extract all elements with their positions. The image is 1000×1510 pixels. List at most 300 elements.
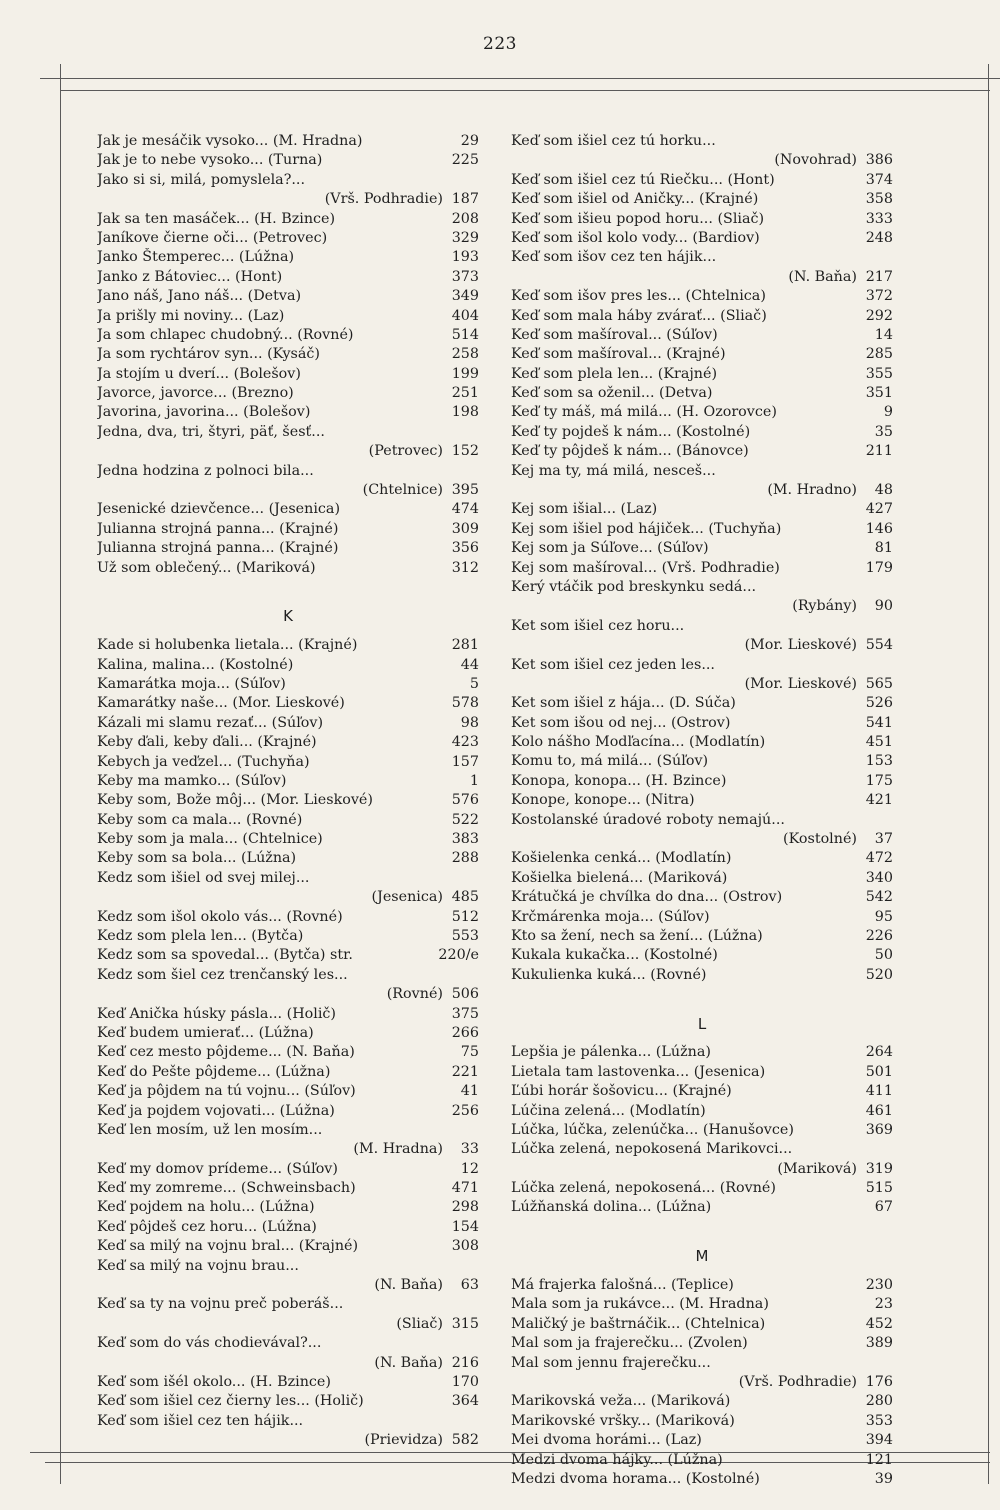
entry-title: Keď sa ty na vojnu preč poberáš... — [97, 1296, 344, 1313]
entry-page-number: 211 — [865, 443, 893, 460]
entry-page-number: 14 — [874, 326, 893, 343]
section-spacer — [511, 985, 893, 1004]
entry-title: Keď ja pôjdem na tú vojnu... (Súľov) — [97, 1083, 356, 1100]
entry-page-number: 421 — [865, 792, 893, 809]
index-entry — [511, 733, 893, 752]
entry-title: Kerý vtáčik pod breskynku sedá... — [511, 578, 757, 595]
section-letter-heading: M — [695, 1247, 709, 1266]
entry-page-number: 225 — [451, 152, 479, 169]
entry-page-number: 23 — [874, 1296, 893, 1313]
entry-page-number: 5 — [469, 675, 479, 692]
entry-title: Keď cez mesto pôjdeme... (N. Baňa) — [97, 1044, 355, 1061]
entry-page-number: 280 — [865, 1393, 893, 1410]
entry-page-number: 353 — [865, 1412, 893, 1429]
entry-page-number: 285 — [865, 346, 893, 363]
entry-page-number: 582 — [451, 1432, 479, 1449]
entry-page-number: 395 — [451, 482, 479, 499]
index-entry — [511, 132, 893, 151]
index-entry — [511, 1043, 893, 1062]
index-entry — [511, 811, 893, 830]
entry-title: Kedz som plela len... (Bytča) — [97, 928, 304, 945]
entry-title: (Kostolné) — [783, 831, 857, 848]
entry-page-number: 220/e — [438, 947, 479, 964]
entry-page-number: 526 — [865, 695, 893, 712]
index-entry — [511, 1451, 893, 1470]
index-entry — [97, 1392, 479, 1411]
entry-title: Ja stojím u dverí... (Bolešov) — [97, 365, 301, 382]
index-entry-continuation — [511, 830, 893, 849]
entry-title: Jak je mesáčik vysoko... (M. Hradna) — [97, 132, 363, 149]
index-entry — [511, 559, 893, 578]
index-entry — [97, 1373, 479, 1392]
index-entry — [97, 1179, 479, 1198]
entry-page-number: 358 — [865, 191, 893, 208]
index-entry — [511, 772, 893, 791]
entry-page-number: 578 — [451, 695, 479, 712]
index-entry — [97, 423, 479, 442]
entry-page-number: 292 — [865, 307, 893, 324]
entry-page-number: 553 — [451, 928, 479, 945]
index-entry — [97, 559, 479, 578]
entry-title: Jedna hodzina z polnoci bila... — [97, 462, 314, 479]
entry-page-number: 340 — [865, 869, 893, 886]
index-entry — [511, 500, 893, 519]
entry-title: Keď len mosím, už len mosím... — [97, 1121, 323, 1138]
entry-page-number: 35 — [874, 423, 893, 440]
index-entry — [511, 1121, 893, 1140]
entry-title: (Mariková) — [777, 1160, 857, 1177]
entry-title: Kej som ja Súľove... (Súľov) — [511, 540, 709, 557]
index-entry-continuation — [97, 888, 479, 907]
entry-title: (Mor. Lieskové) — [744, 675, 857, 692]
entry-page-number: 48 — [874, 482, 893, 499]
entry-title: Lúžňanská dolina... (Lúžna) — [511, 1199, 712, 1216]
index-entry — [97, 830, 479, 849]
entry-title: Keď som išél okolo... (H. Bzince) — [97, 1374, 331, 1390]
entry-title: (Prievidza) — [364, 1432, 443, 1449]
index-entry-continuation — [511, 1373, 893, 1392]
index-entry — [97, 132, 479, 151]
entry-page-number: 404 — [451, 307, 479, 324]
entry-title: Keď pôjdeš cez horu... (Lúžna) — [97, 1218, 317, 1235]
entry-page-number: 230 — [865, 1277, 893, 1294]
index-entry — [97, 210, 479, 229]
entry-title: Kalina, malina... (Kostolné) — [97, 656, 294, 673]
entry-page-number: 333 — [865, 210, 893, 227]
index-entry — [97, 384, 479, 403]
index-entry — [97, 520, 479, 539]
entry-title: Ja som chlapec chudobný... (Rovné) — [97, 326, 354, 343]
index-entry — [97, 1063, 479, 1082]
entry-title: Keby ma mamko... (Súľov) — [97, 772, 287, 789]
entry-page-number: 248 — [865, 229, 893, 246]
entry-title: Kázali mi slamu rezať... (Súľov) — [97, 714, 324, 731]
entry-page-number: 375 — [451, 1005, 479, 1022]
index-entry — [97, 946, 479, 965]
entry-title: Keď sa milý na vojnu bral... (Krajné) — [97, 1238, 359, 1255]
index-column-right — [511, 132, 893, 1489]
entry-title: Janko z Bátoviec... (Hont) — [97, 268, 283, 285]
entry-title: Lepšia je pálenka... (Lúžna) — [511, 1044, 711, 1061]
entry-page-number: 372 — [865, 288, 893, 305]
entry-page-number: 208 — [451, 210, 479, 227]
entry-title: Keď som išiel cez čierny les... (Holič) — [97, 1393, 364, 1410]
index-column-left — [97, 132, 479, 1451]
index-entry — [511, 869, 893, 888]
entry-page-number: 37 — [874, 831, 893, 848]
index-entry — [511, 307, 893, 326]
index-entry-continuation — [97, 1315, 479, 1334]
entry-page-number: 576 — [451, 792, 479, 809]
index-entry — [97, 1237, 479, 1256]
entry-title: Keď Anička húsky pásla... (Holič) — [97, 1005, 337, 1022]
entry-title: Keď som mašíroval... (Súľov) — [511, 326, 718, 343]
index-entry — [511, 1470, 893, 1489]
entry-title: Keby som ca mala... (Rovné) — [97, 811, 303, 828]
entry-title: Ja som rychtárov syn... (Kysáč) — [97, 346, 320, 363]
entry-page-number: 329 — [451, 229, 479, 246]
entry-title: (Sliač) — [396, 1315, 443, 1332]
index-entry-continuation — [511, 481, 893, 500]
entry-title: Už som oblečený... (Mariková) — [97, 559, 316, 576]
entry-page-number: 472 — [865, 850, 893, 867]
entry-title: (M. Hradno) — [767, 482, 857, 499]
entry-page-number: 542 — [865, 889, 893, 906]
index-entry — [97, 1160, 479, 1179]
entry-title: (Vrš. Podhradie) — [324, 191, 443, 208]
index-entry — [511, 365, 893, 384]
index-entry — [511, 345, 893, 364]
index-entry — [97, 1043, 479, 1062]
entry-title: Keď som do vás chodievával?... — [97, 1335, 322, 1352]
entry-page-number: 512 — [451, 908, 479, 925]
index-entry — [511, 656, 893, 675]
entry-page-number: 281 — [451, 637, 479, 654]
index-entry — [97, 365, 479, 384]
entry-title: Keď my domov prídeme... (Súľov) — [97, 1160, 338, 1177]
entry-page-number: 199 — [451, 365, 479, 382]
entry-title: Keď do Pešte pôjdeme... (Lúžna) — [97, 1063, 331, 1080]
entry-title: Kamarátky naše... (Mor. Lieskové) — [97, 695, 345, 712]
index-entry — [97, 1334, 479, 1353]
entry-page-number: 386 — [865, 152, 893, 169]
index-entry-continuation — [511, 1160, 893, 1179]
entry-page-number: 298 — [451, 1199, 479, 1216]
entry-title: Kade si holubenka lietala... (Krajné) — [97, 637, 358, 654]
section-spacer — [97, 578, 479, 597]
entry-title: Keď som išol kolo vody... (Bardiov) — [511, 229, 760, 246]
entry-page-number: 565 — [865, 675, 893, 692]
entry-page-number: 374 — [865, 171, 893, 188]
entry-page-number: 349 — [451, 288, 479, 305]
entry-page-number: 50 — [874, 947, 893, 964]
index-entry — [97, 268, 479, 287]
entry-page-number: 176 — [865, 1374, 893, 1391]
index-entry — [97, 791, 479, 810]
entry-page-number: 394 — [865, 1432, 893, 1449]
entry-title: Keď ja pojdem vojovati... (Lúžna) — [97, 1102, 335, 1119]
entry-page-number: 364 — [451, 1393, 479, 1410]
index-entry — [511, 617, 893, 636]
entry-title: Javorina, javorina... (Bolešov) — [97, 404, 311, 421]
index-entry — [97, 636, 479, 655]
entry-title: Keď som mala háby zvárať... (Sliač) — [511, 307, 767, 324]
entry-page-number: 67 — [874, 1199, 893, 1216]
index-entry — [511, 1276, 893, 1295]
entry-title: Jano náš, Jano náš... (Detva) — [97, 288, 302, 305]
entry-title: Kej ma ty, má milá, nesceš... — [511, 462, 716, 479]
entry-page-number: 522 — [451, 811, 479, 828]
index-entry — [97, 1218, 479, 1237]
entry-title: Keby ďali, keby ďali... (Krajné) — [97, 734, 317, 751]
entry-title: Ket som išiel z hája... (D. Súča) — [511, 695, 736, 712]
index-entry — [511, 791, 893, 810]
entry-title: Medzi dvoma hájky... (Lúžna) — [511, 1451, 723, 1468]
entry-page-number: 95 — [874, 908, 893, 925]
index-entry-continuation — [97, 985, 479, 1004]
entry-page-number: 266 — [451, 1024, 479, 1041]
entry-page-number: 319 — [865, 1160, 893, 1177]
entry-title: Marikovské vršky... (Mariková) — [511, 1412, 735, 1429]
index-entry — [97, 908, 479, 927]
index-entry-continuation — [511, 268, 893, 287]
entry-page-number: 461 — [865, 1102, 893, 1119]
entry-title: Kedz som išol okolo vás... (Rovné) — [97, 908, 343, 925]
entry-page-number: 9 — [883, 404, 893, 421]
entry-title: Janíkove čierne oči... (Petrovec) — [97, 229, 328, 246]
index-entry — [97, 171, 479, 190]
index-entry — [511, 1315, 893, 1334]
entry-page-number: 288 — [451, 850, 479, 867]
entry-title: Mei dvoma horámi... (Laz) — [511, 1432, 702, 1449]
index-entry — [97, 694, 479, 713]
entry-page-number: 175 — [865, 772, 893, 789]
index-entry — [97, 869, 479, 888]
right-margin-rule — [988, 64, 989, 1484]
entry-page-number: 33 — [460, 1141, 479, 1158]
entry-title: Jako si si, milá, pomyslela?... — [97, 171, 305, 188]
entry-title: (N. Baňa) — [374, 1277, 443, 1294]
index-entry-continuation — [511, 151, 893, 170]
entry-page-number: 355 — [865, 365, 893, 382]
index-entry — [511, 403, 893, 422]
entry-page-number: 515 — [865, 1180, 893, 1197]
index-entry — [511, 462, 893, 481]
entry-title: Keď som plela len... (Krajné) — [511, 365, 718, 382]
index-entry — [97, 307, 479, 326]
index-entry-continuation — [97, 1431, 479, 1450]
index-entry — [97, 1024, 479, 1043]
index-entry — [97, 1257, 479, 1276]
entry-title: Lietala tam lastovenka... (Jesenica) — [511, 1063, 766, 1080]
index-entry-continuation — [97, 1354, 479, 1373]
index-entry — [97, 927, 479, 946]
entry-page-number: 221 — [451, 1063, 479, 1080]
entry-page-number: 157 — [451, 753, 479, 770]
section-spacer — [511, 1218, 893, 1237]
entry-title: Keď budem umierať... (Lúžna) — [97, 1024, 314, 1041]
entry-page-number: 146 — [865, 520, 893, 537]
entry-page-number: 81 — [874, 540, 893, 557]
entry-page-number: 226 — [865, 928, 893, 944]
index-entry-continuation — [511, 675, 893, 694]
entry-page-number: 308 — [451, 1238, 479, 1255]
entry-page-number: 389 — [865, 1335, 893, 1352]
index-entry — [97, 1121, 479, 1140]
index-entry — [511, 520, 893, 539]
index-entry — [511, 849, 893, 868]
entry-page-number: 554 — [865, 637, 893, 654]
entry-title: Krátučká je chvílka do dna... (Ostrov) — [511, 889, 783, 906]
index-entry — [511, 1199, 893, 1218]
entry-page-number: 258 — [451, 346, 479, 363]
index-entry — [511, 578, 893, 597]
entry-page-number: 44 — [460, 656, 479, 673]
index-entry — [97, 500, 479, 519]
entry-title: Kamarátka moja... (Súľov) — [97, 675, 286, 692]
entry-page-number: 216 — [451, 1354, 479, 1371]
index-entry — [97, 1082, 479, 1101]
entry-page-number: 541 — [865, 714, 893, 731]
entry-page-number: 98 — [460, 714, 479, 731]
entry-page-number: 474 — [451, 501, 479, 518]
entry-title: Keď my zomreme... (Schweinsbach) — [97, 1180, 356, 1197]
entry-title: (Petrovec) — [368, 443, 443, 460]
entry-title: (Rovné) — [386, 986, 443, 1003]
index-entry — [511, 1392, 893, 1411]
index-entry — [97, 151, 479, 170]
index-entry — [511, 423, 893, 442]
entry-title: Keby som ja mala... (Chtelnice) — [97, 831, 323, 848]
index-entry — [97, 1102, 479, 1121]
entry-page-number: 452 — [865, 1315, 893, 1332]
entry-page-number: 356 — [451, 540, 479, 557]
entry-title: Košielenka cenká... (Modlatín) — [511, 850, 732, 867]
entry-title: Mal som ja frajerečku... (Zvolen) — [511, 1335, 748, 1352]
index-entry — [97, 849, 479, 868]
entry-page-number: 264 — [865, 1044, 893, 1061]
entry-title: Keď pojdem na holu... (Lúžna) — [97, 1199, 315, 1216]
entry-title: Kej som išiel pod hájiček... (Tuchyňa) — [511, 520, 782, 537]
entry-title: Keď som mašíroval... (Krajné) — [511, 346, 726, 363]
entry-page-number: 12 — [460, 1160, 479, 1177]
entry-title: Má frajerka falošná... (Teplice) — [511, 1277, 734, 1294]
entry-title: (Jesenica) — [371, 889, 443, 906]
index-entry — [511, 927, 893, 946]
entry-title: Ja prišly mi noviny... (Laz) — [97, 307, 285, 324]
entry-title: Kukala kukačka... (Kostolné) — [511, 947, 718, 964]
index-entry — [511, 1354, 893, 1373]
index-entry — [97, 1005, 479, 1024]
index-entry — [511, 229, 893, 248]
index-entry-continuation — [97, 190, 479, 209]
entry-title: Kedz som išiel od svej milej... — [97, 869, 310, 886]
entry-title: Kedz som sa spovedal... (Bytča) str. — [97, 947, 353, 964]
entry-page-number: 251 — [451, 385, 479, 402]
index-entry — [511, 1431, 893, 1450]
index-entry-continuation — [511, 597, 893, 616]
entry-title: Keď sa milý na vojnu brau... — [97, 1257, 299, 1274]
entry-title: Keď som išov pres les... (Chtelnica) — [511, 288, 766, 305]
left-margin-rule — [60, 64, 61, 1484]
entry-page-number: 198 — [451, 404, 479, 421]
entry-page-number: 514 — [451, 326, 479, 343]
index-entry — [97, 753, 479, 772]
index-entry — [97, 403, 479, 422]
entry-title: Lúčina zelená... (Modlatín) — [511, 1102, 706, 1119]
index-entry — [511, 1295, 893, 1314]
entry-title: Keď som išiel cez tú horku... — [511, 132, 716, 149]
entry-title: Keď som išov cez ten hájik... — [511, 249, 717, 266]
entry-title: Krčmárenka moja... (Súľov) — [511, 908, 710, 925]
index-entry — [97, 966, 479, 985]
entry-title: Keby som, Bože môj... (Mor. Lieskové) — [97, 792, 373, 809]
index-entry — [97, 1295, 479, 1314]
entry-page-number: 121 — [865, 1451, 893, 1468]
entry-title: Kostolanské úradové roboty nemajú... — [511, 811, 785, 828]
index-entry — [511, 1179, 893, 1198]
entry-title: (Novohrad) — [774, 152, 857, 169]
entry-title: Kto sa žení, nech sa žení... (Lúžna) — [511, 928, 763, 944]
index-entry — [511, 190, 893, 209]
index-entry — [511, 1412, 893, 1431]
entry-title: Lúčka, lúčka, zelenúčka... (Hanušovce) — [511, 1121, 794, 1138]
index-entry — [97, 733, 479, 752]
index-entry — [97, 287, 479, 306]
entry-title: Mala som ja rukávce... (M. Hradna) — [511, 1296, 769, 1313]
index-entry — [511, 888, 893, 907]
top-rule-inner — [60, 90, 990, 91]
entry-title: Julianna strojná panna... (Krajné) — [97, 540, 339, 557]
section-letter-heading: L — [697, 1014, 707, 1033]
entry-title: Kej som išial... (Laz) — [511, 501, 658, 518]
index-entry — [97, 229, 479, 248]
index-entry-continuation — [511, 636, 893, 655]
entry-title: Keby som sa bola... (Lúžna) — [97, 850, 297, 867]
entry-title: (Vrš. Podhradie) — [738, 1374, 857, 1391]
index-entry — [511, 966, 893, 985]
entry-title: Ket som išiel cez jeden les... — [511, 656, 715, 673]
index-entry — [97, 811, 479, 830]
entry-title: Janko Štemperec... (Lúžna) — [97, 249, 295, 266]
entry-title: Keď som išiel cez tú Riečku... (Hont) — [511, 171, 775, 188]
index-entry — [511, 908, 893, 927]
entry-page-number: 506 — [451, 986, 479, 1003]
entry-title: Komu to, má milá... (Súľov) — [511, 753, 709, 770]
index-entry — [511, 1063, 893, 1082]
page-number: 223 — [483, 34, 517, 54]
entry-page-number: 351 — [865, 385, 893, 402]
entry-page-number: 451 — [865, 734, 893, 751]
section-letter-heading: K — [283, 607, 293, 626]
entry-title: Keď som išiel cez ten hájik... — [97, 1412, 304, 1429]
entry-title: Keď som išieu popod horu... (Sliač) — [511, 210, 765, 227]
index-entry-continuation — [97, 481, 479, 500]
entry-page-number: 29 — [460, 132, 479, 149]
index-entry — [97, 326, 479, 345]
index-entry — [97, 539, 479, 558]
entry-page-number: 170 — [451, 1374, 479, 1390]
entry-page-number: 411 — [865, 1083, 893, 1100]
entry-title: Kedz som šiel cez trenčanský les... — [97, 966, 348, 983]
entry-title: Mal som jennu frajerečku... — [511, 1354, 711, 1371]
entry-title: Ket som išiel cez horu... — [511, 617, 685, 634]
entry-page-number: 153 — [865, 753, 893, 770]
entry-title: Keď ty máš, má milá... (H. Ozorovce) — [511, 404, 777, 421]
entry-page-number: 471 — [451, 1180, 479, 1197]
entry-title: Keď som sa oženil... (Detva) — [511, 385, 713, 402]
entry-title: Medzi dvoma horama... (Kostolné) — [511, 1470, 760, 1487]
